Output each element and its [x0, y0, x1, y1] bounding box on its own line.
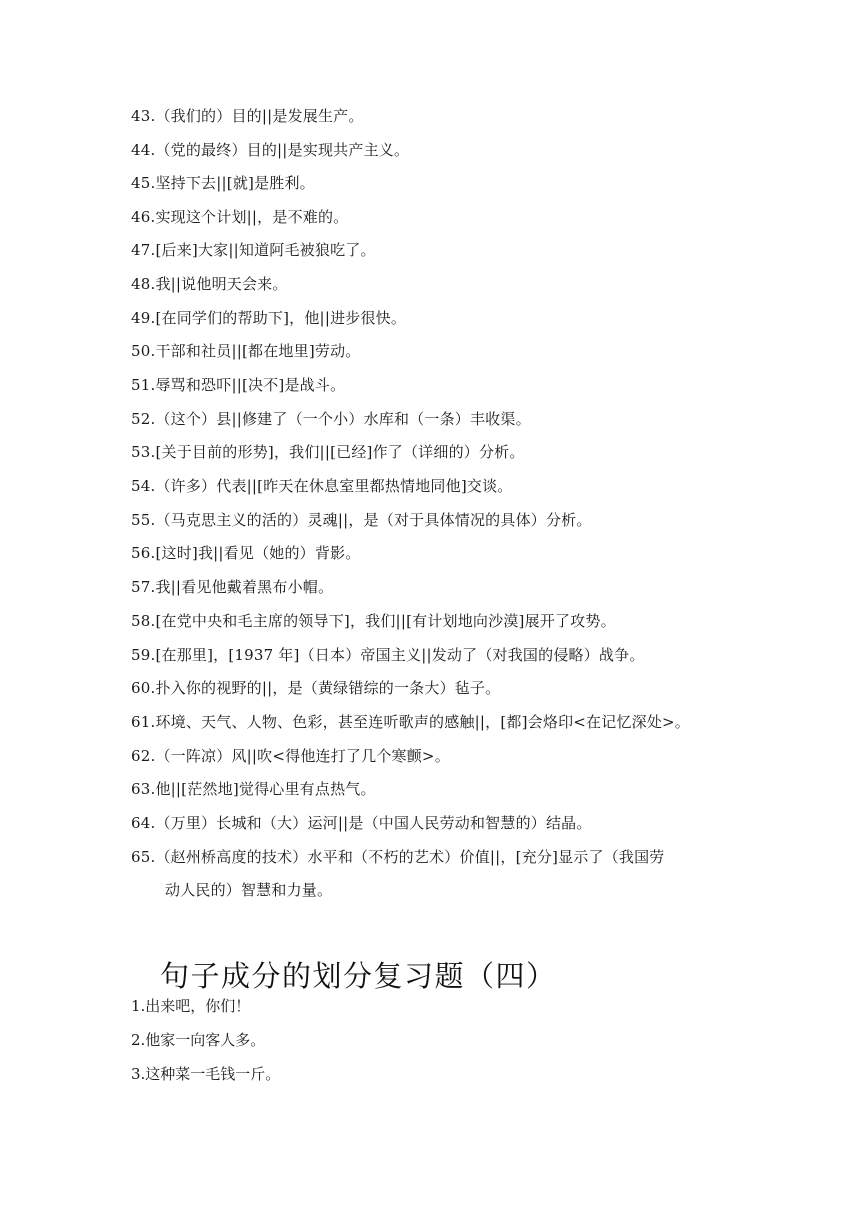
exercise-line: 45.坚持下去||[就]是胜利。: [131, 174, 315, 192]
exercise-line: 52.（这个）县||修建了（一个小）水库和（一条）丰收渠。: [131, 410, 531, 428]
exercise-line: 56.[这时]我||看见（她的）背影。: [131, 544, 361, 562]
exercise-line: 48.我||说他明天会来。: [131, 275, 288, 293]
exercise-line: 50.干部和社员||[都在地里]劳动。: [131, 342, 361, 360]
exercise-line: 65.（赵州桥高度的技术）水平和（不朽的艺术）价值||，[充分]显示了（我国劳: [131, 848, 665, 866]
exercise-line: 60.扑入你的视野的||，是（黄绿错综的一条大）毡子。: [131, 679, 501, 697]
exercise-line: 49.[在同学们的帮助下]，他||进步很快。: [131, 309, 407, 327]
exercise-line: 63.他||[茫然地]觉得心里有点热气。: [131, 780, 376, 798]
exercise-line: 51.辱骂和恐吓||[决不]是战斗。: [131, 376, 346, 394]
exercise-line: 61.环境、天气、人物、色彩，甚至连听歌声的感触||，[都]会烙印<在记忆深处>。: [131, 713, 691, 731]
exercise-line: 43.（我们的）目的||是发展生产。: [131, 107, 364, 125]
exercise-line: 64.（万里）长城和（大）运河||是（中国人民劳动和智慧的）结晶。: [131, 814, 592, 832]
exercise-line: 54.（许多）代表||[昨天在休息室里都热情地同他]交谈。: [131, 477, 513, 495]
exercise-line: 57.我||看见他戴着黑布小帽。: [131, 578, 334, 596]
exercise-line: 58.[在党中央和毛主席的领导下]，我们||[有计划地向沙漠]展开了攻势。: [131, 612, 616, 630]
question-line: 3.这种菜一毛钱一斤。: [131, 1065, 281, 1083]
exercise-line-continuation: 动人民的）智慧和力量。: [165, 881, 333, 899]
exercise-line: 55.（马克思主义的活的）灵魂||，是（对于具体情况的具体）分析。: [131, 511, 592, 529]
exercise-line: 53.[关于目前的形势]，我们||[已经]作了（详细的）分析。: [131, 443, 525, 461]
section-title: 句子成分的划分复习题（四）: [160, 959, 557, 993]
question-line: 1.出来吧，你们！: [131, 997, 251, 1015]
exercise-line: 59.[在那里]，[1937 年]（日本）帝国主义||发动了（对我国的侵略）战争。: [131, 646, 645, 664]
exercise-line: 44.（党的最终）目的||是实现共产主义。: [131, 141, 410, 159]
question-line: 2.他家一向客人多。: [131, 1031, 266, 1049]
exercise-line: 47.[后来]大家||知道阿毛被狼吃了。: [131, 241, 376, 259]
exercise-line: 62.（一阵凉）风||吹<得他连打了几个寒颤>。: [131, 747, 450, 765]
exercise-line: 46.实现这个计划||，是不难的。: [131, 208, 349, 226]
